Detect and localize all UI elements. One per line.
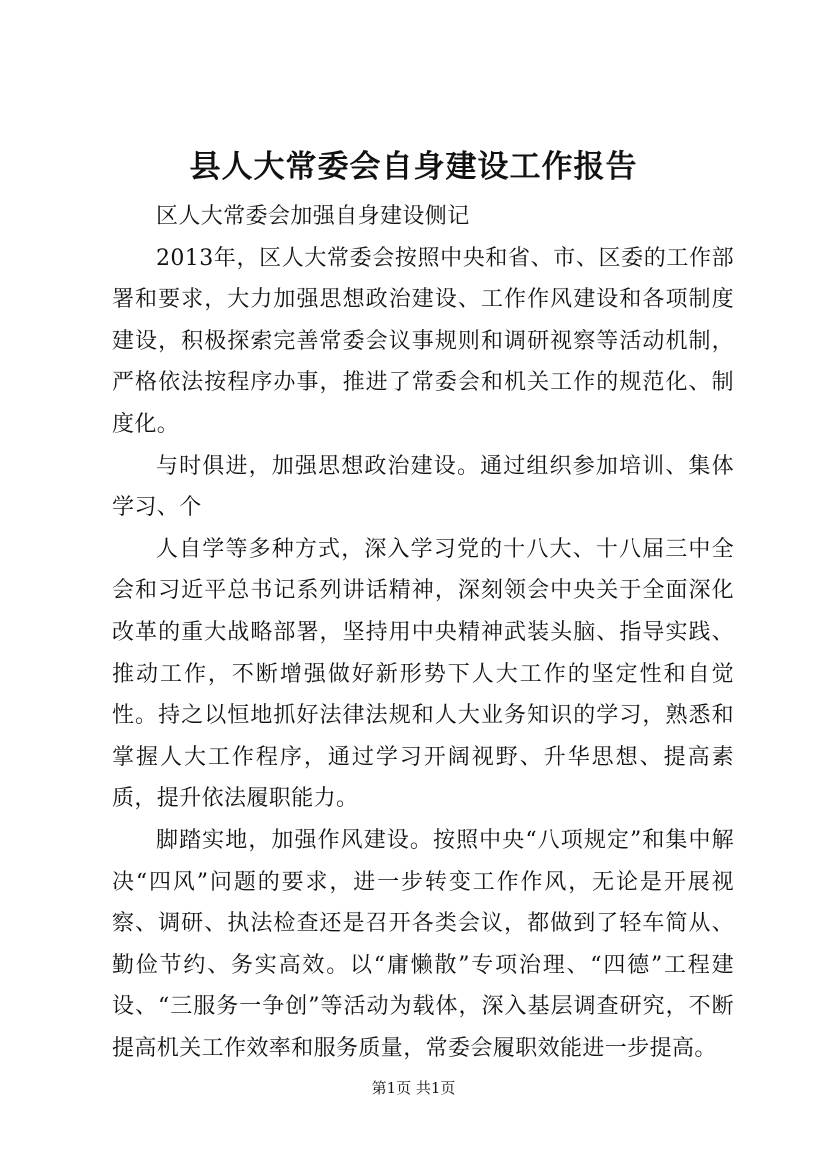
- body-paragraph: 2013年，区人大常委会按照中央和省、市、区委的工作部署和要求，大力加强思想政治建设、工作作风建设和各项制度建设，积极探索完善常委会议事规则和调研视察等活动机制，严格依法按程序办事，推进了常委会和机关工作的规范化、制度化。: [112, 245, 734, 437]
- subtitle-paragraph: 区人大常委会加强自身建设侧记: [156, 204, 470, 229]
- body-paragraph: 人自学等多种方式，深入学习党的十八大、十八届三中全会和习近平总书记系列讲话精神，深刻领会中央关于全面深化改革的重大战略部署，坚持用中央精神武装头脑、指导实践、推动工作，不断增强做好新形势下人大工作的坚定性和自觉性。持之以恒地抓好法律法规和人大业务知识的学习，熟悉和掌握人大工作程序，通过学习开阔视野、升华思想、提高素质，提升依法履职能力。: [112, 536, 734, 812]
- body-paragraph: 脚踏实地，加强作风建设。按照中央“八项规定”和集中解决“四风”问题的要求，进一步转变工作作风，无论是开展视察、调研、执法检查还是召开各类会议，都做到了轻车简从、勤俭节约、务实高效。以“庸懒散”专项治理、“四德”工程建设、“三服务一争创”等活动为载体，深入基层调查研究，不断提高机关工作效率和服务质量，常委会履职效能进一步提高。: [112, 827, 734, 1061]
- body-paragraph: 与时俱进，加强思想政治建设。通过组织参加培训、集体学习、个: [112, 453, 734, 521]
- document-title: 县人大常委会自身建设工作报告: [189, 149, 638, 185]
- document-body: [112, 196, 734, 1069]
- page-number-footer: 第1页 共1页: [371, 1079, 456, 1097]
